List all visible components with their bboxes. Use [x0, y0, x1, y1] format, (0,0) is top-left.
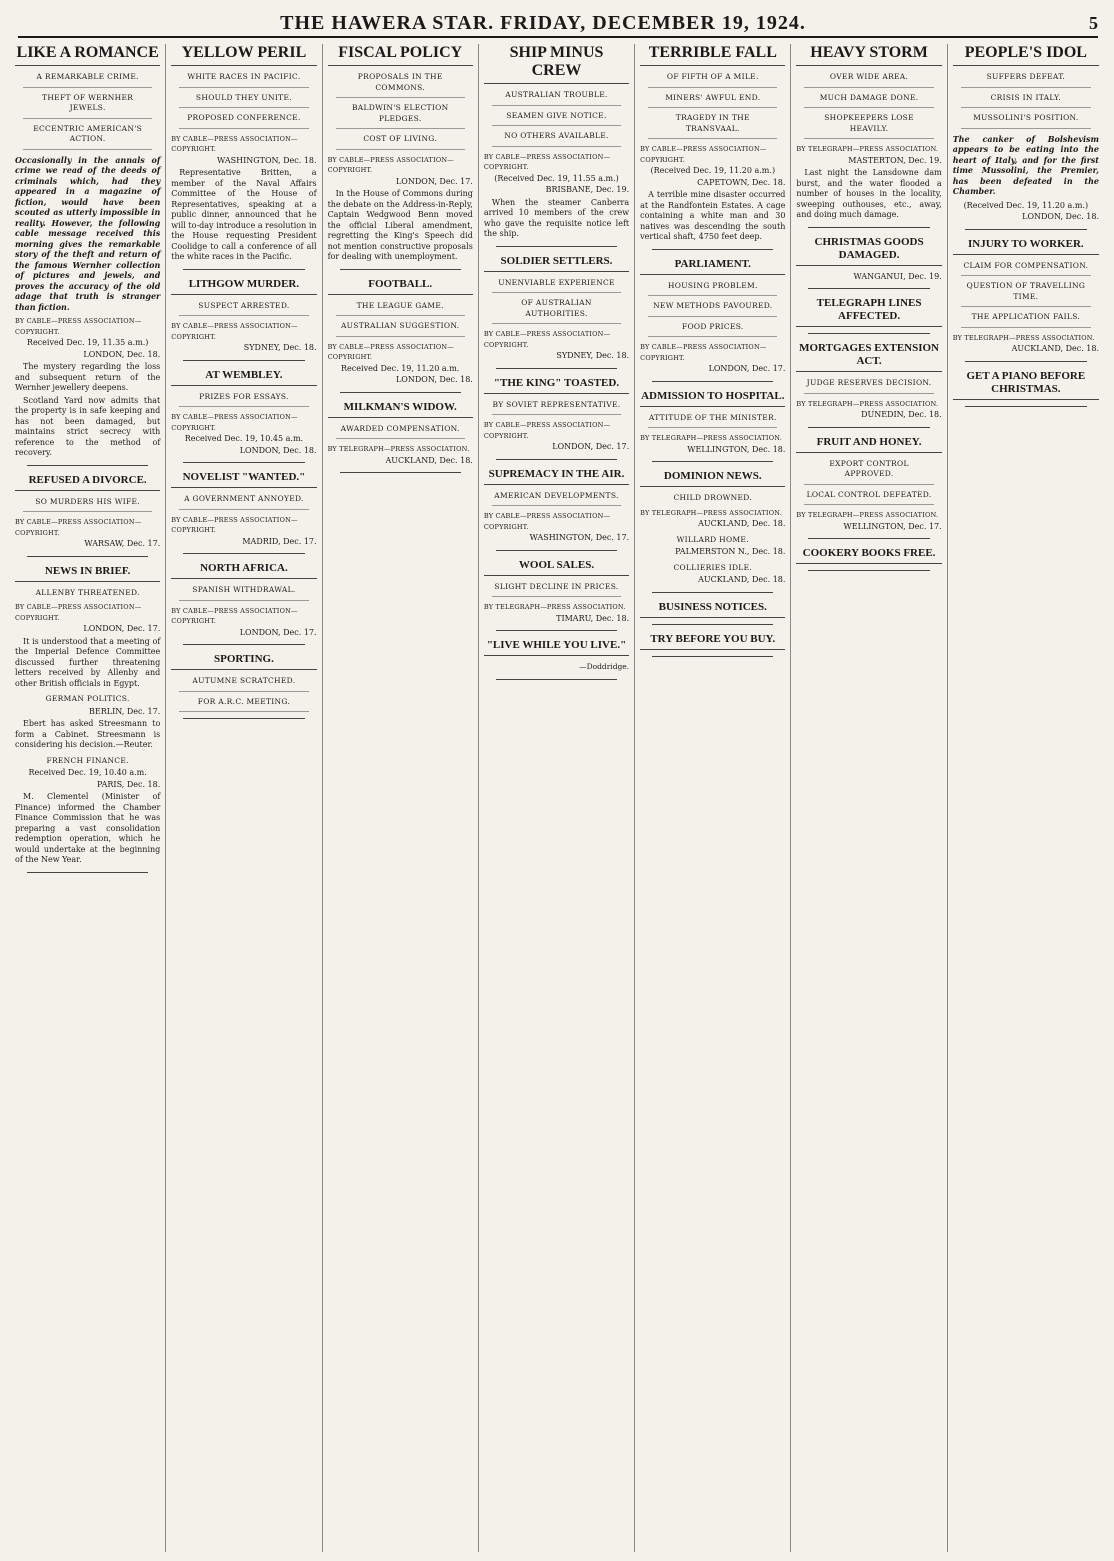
article — [171, 653, 316, 719]
article-deck: EXPORT CONTROL APPROVED. — [804, 459, 933, 485]
dateline-place: PARIS, Dec. 18. — [96, 779, 161, 789]
dateline-place: WELLINGTON, Dec. 17. — [843, 521, 942, 531]
article-deck: WHITE RACES IN PACIFIC. — [179, 72, 308, 88]
article-deck: SUFFERS DEFEAT. — [961, 72, 1091, 88]
article-headline: NORTH AFRICA. — [171, 562, 316, 579]
article-deck: PROPOSALS IN THE COMMONS. — [336, 72, 465, 98]
article — [15, 44, 160, 466]
dateline-place: BERLIN, Dec. 17. — [89, 706, 161, 716]
article-deck: PRIZES FOR ESSAYS. — [179, 392, 308, 408]
dateline-place: MASTERTON, Dec. 19. — [848, 155, 942, 165]
article — [171, 369, 316, 464]
article — [640, 44, 785, 250]
article-deck: MUCH DAMAGE DONE. — [804, 93, 933, 109]
dateline-place: AUCKLAND, Dec. 18. — [385, 455, 473, 465]
item-subheading: FRENCH FINANCE. — [46, 755, 129, 765]
dateline-place: WELLINGTON, Dec. 18. — [687, 444, 786, 454]
article-paragraph: In the House of Commons during the debate on the Address-in-Reply, Captain Wedgwood Benn moved the official Liberal amendment, regretting the King's Speech did not mention constructive proposals for dealing with unemployment. — [327, 189, 473, 261]
wire-credit: BY CABLE—PRESS ASSOCIATION—COPYRIGHT. — [327, 342, 454, 361]
section-divider — [340, 392, 461, 393]
article-deck: SHOULD THEY UNITE. — [179, 93, 308, 109]
dateline-place: WASHINGTON, Dec. 17. — [529, 533, 630, 542]
article-deck: CLAIM FOR COMPENSATION. — [961, 261, 1091, 277]
article — [796, 436, 941, 540]
wire-credit: BY TELEGRAPH—PRESS ASSOCIATION. — [796, 145, 939, 153]
news-column — [323, 44, 479, 1552]
article-headline: YELLOW PERIL — [171, 44, 316, 66]
wire-credit: BY TELEGRAPH—PRESS ASSOCIATION. — [640, 508, 782, 517]
wire-credit: BY CABLE—PRESS ASSOCIATION—COPYRIGHT. — [171, 134, 298, 153]
dateline-place: AUCKLAND, Dec. 18. — [1011, 344, 1099, 353]
article-deck: TRAGEDY IN THE TRANSVAAL. — [648, 113, 777, 139]
dateline-place: AUCKLAND, Dec. 18. — [698, 575, 786, 584]
article-headline: NOVELIST "WANTED." — [171, 471, 316, 488]
article-deck: OVER WIDE AREA. — [804, 72, 933, 88]
article-deck: QUESTION OF TRAVELLING TIME. — [961, 281, 1091, 307]
article-headline: SUPREMACY IN THE AIR. — [484, 468, 629, 485]
article — [484, 468, 629, 551]
newspaper-title: THE HAWERA STAR. FRIDAY, DECEMBER 19, 1924. — [280, 11, 806, 34]
dateline-place: AUCKLAND, Dec. 18. — [698, 519, 786, 528]
wire-credit: BY CABLE—PRESS ASSOCIATION—COPYRIGHT. — [15, 518, 142, 537]
section-divider — [340, 269, 461, 270]
masthead — [18, 10, 1098, 38]
dateline-place: LONDON, Dec. 17. — [395, 176, 473, 186]
article-deck: SEAMEN GIVE NOTICE. — [492, 111, 621, 127]
section-divider — [27, 465, 148, 466]
article-deck: ATTITUDE OF THE MINISTER. — [648, 413, 777, 429]
wire-credit: BY CABLE—PRESS ASSOCIATION—COPYRIGHT. — [483, 421, 611, 440]
article — [796, 547, 941, 571]
article-deck: NO OTHERS AVAILABLE. — [492, 131, 621, 147]
wire-credit: BY TELEGRAPH—PRESS ASSOCIATION. — [640, 434, 782, 442]
article — [484, 639, 629, 680]
dateline-place: LONDON, Dec. 18. — [1022, 212, 1099, 221]
article-headline: "LIVE WHILE YOU LIVE." — [484, 639, 629, 656]
article-deck: CRISIS IN ITALY. — [961, 93, 1091, 109]
article-headline: SHIP MINUS CREW — [484, 44, 629, 84]
article-deck: AUSTRALIAN TROUBLE. — [492, 90, 621, 106]
article-deck: SHOPKEEPERS LOSE HEAVILY. — [804, 113, 933, 139]
page-number: 5 — [1089, 12, 1098, 33]
wire-credit: BY CABLE—PRESS ASSOCIATION—COPYRIGHT. — [483, 330, 611, 349]
article-deck: JUDGE RESERVES DECISION. — [804, 378, 933, 394]
article-headline: FOOTBALL. — [328, 278, 473, 295]
article — [328, 44, 473, 270]
dateline-place: TIMARU, Dec. 18. — [556, 613, 630, 623]
wire-credit: BY CABLE—PRESS ASSOCIATION—COPYRIGHT. — [483, 512, 611, 531]
article — [171, 562, 316, 645]
received-time: (Received Dec. 19, 11.20 a.m.) — [650, 166, 776, 175]
received-time: Received Dec. 19, 11.20 a.m. — [341, 363, 460, 373]
news-column — [791, 44, 947, 1552]
dateline-place: WASHINGTON, Dec. 18. — [217, 155, 317, 165]
news-column — [635, 44, 791, 1552]
item-paragraph: It is understood that a meeting of the Imperial Defence Committee discussed further threatening letters received by Allenby and other British officials in Egypt. — [15, 636, 161, 688]
article-headline: PARLIAMENT. — [640, 258, 785, 275]
received-time: (Received Dec. 19, 11.20 a.m.) — [963, 200, 1089, 210]
item-paragraph: Ebert has asked Streesmann to form a Cabinet. Streesmann is considering his decision.—Reuter. — [15, 719, 161, 749]
dateline-place: CAPETOWN, Dec. 18. — [697, 177, 786, 187]
received-time: Received Dec. 19, 11.35 a.m.) — [26, 338, 149, 347]
section-divider — [965, 361, 1087, 362]
article-headline: LIKE A ROMANCE — [15, 44, 160, 66]
section-divider — [496, 246, 617, 247]
wire-credit: BY CABLE—PRESS ASSOCIATION—COPYRIGHT. — [171, 515, 298, 534]
article-deck: MUSSOLINI'S POSITION. — [961, 113, 1091, 129]
article-deck: MINERS' AWFUL END. — [648, 93, 777, 109]
article-lead: Occasionally in the annals of crime we read of the deeds of criminals which, had they appeared in a magazine of fiction, would have been scouted as utterly impossible in reality. However, the following cable message received this morning gives the remarkable story of the theft and return of the famous Wernher collection of pictures and jewels, and proves the accuracy of the old adage that truth is stranger than fiction. — [15, 154, 161, 312]
article — [171, 278, 316, 361]
article-paragraph: Last night the Lansdowne dam burst, and the water flooded a number of houses in the locality, sweeping outhouses, etc., away, and doing much damage. — [796, 168, 942, 219]
article — [796, 342, 941, 428]
article-deck: A GOVERNMENT ANNOYED. — [179, 494, 308, 510]
article — [171, 471, 316, 554]
article-headline: COOKERY BOOKS FREE. — [796, 547, 941, 564]
section-divider — [808, 427, 929, 428]
section-divider — [183, 718, 304, 719]
dateline-place: LONDON, Dec. 17. — [239, 627, 317, 637]
item-paragraph: M. Clementel (Minister of Finance) informed the Chamber Finance Commission that he was preparing a vast consolidation redemption operation, which he would undertake at the beginning of the New Year. — [15, 792, 161, 864]
article-headline: NEWS IN BRIEF. — [15, 565, 160, 582]
article — [640, 601, 785, 625]
section-divider — [652, 461, 773, 462]
news-columns — [10, 44, 1104, 1552]
section-divider — [183, 553, 304, 554]
article — [15, 565, 160, 873]
section-divider — [496, 630, 617, 631]
article-headline: REFUSED A DIVORCE. — [15, 474, 160, 491]
dateline-place: LONDON, Dec. 17. — [708, 364, 786, 373]
article-headline: HEAVY STORM — [796, 44, 941, 66]
dateline-place: BRISBANE, Dec. 19. — [545, 185, 630, 194]
wire-credit: BY CABLE—PRESS ASSOCIATION—COPYRIGHT. — [640, 145, 767, 164]
article-headline: "THE KING" TOASTED. — [484, 377, 629, 394]
article-headline: PEOPLE'S IDOL — [953, 44, 1099, 66]
section-divider — [652, 249, 773, 250]
wire-credit: BY TELEGRAPH—PRESS ASSOCIATION. — [952, 333, 1095, 342]
item-subheading: CHILD DROWNED. — [673, 493, 753, 502]
wire-credit: BY CABLE—PRESS ASSOCIATION—COPYRIGHT. — [327, 155, 454, 174]
wire-credit: BY CABLE—PRESS ASSOCIATION—COPYRIGHT. — [640, 343, 767, 362]
article-deck: SUSPECT ARRESTED. — [179, 301, 308, 317]
article — [171, 44, 316, 270]
section-divider — [808, 333, 929, 334]
article-deck: THE LEAGUE GAME. — [336, 301, 465, 317]
article-headline: CHRISTMAS GOODS DAMAGED. — [796, 236, 941, 266]
item-subheading: WILLARD HOME. — [676, 534, 749, 544]
wire-credit: BY CABLE—PRESS ASSOCIATION—COPYRIGHT. — [171, 322, 298, 341]
article-paragraph: The mystery regarding the loss and subsequent return of the Wernher jewellery deepens. — [15, 362, 161, 392]
received-time: (Received Dec. 19, 11.55 a.m.) — [494, 173, 619, 183]
article-headline: BUSINESS NOTICES. — [640, 601, 785, 618]
article-headline: DOMINION NEWS. — [640, 470, 785, 487]
article-deck: SLIGHT DECLINE IN PRICES. — [492, 582, 621, 598]
article-deck: THE APPLICATION FAILS. — [961, 312, 1091, 328]
dateline-place: DUNEDIN, Dec. 18. — [861, 410, 942, 419]
article-deck: AUTUMNE SCRATCHED. — [179, 676, 308, 692]
article-deck: ECCENTRIC AMERICAN'S ACTION. — [23, 124, 152, 150]
article-deck: AMERICAN DEVELOPMENTS. — [492, 491, 621, 507]
received-time: Received Dec. 19, 10.40 a.m. — [28, 768, 147, 777]
news-column — [10, 44, 166, 1552]
article-deck: A REMARKABLE CRIME. — [23, 72, 152, 88]
article-headline: MILKMAN'S WIDOW. — [328, 401, 473, 418]
wire-credit: BY CABLE—PRESS ASSOCIATION—COPYRIGHT. — [15, 603, 142, 622]
article-deck: UNENVIABLE EXPERIENCE — [492, 278, 621, 294]
dateline-place: LONDON, Dec. 17. — [83, 624, 161, 633]
section-divider — [496, 679, 617, 680]
article-deck: COST OF LIVING. — [336, 134, 465, 150]
article-deck: OF FIFTH OF A MILE. — [648, 72, 777, 88]
section-divider — [652, 656, 773, 657]
article-headline: SPORTING. — [171, 653, 316, 670]
dateline-place: WANGANUI, Dec. 19. — [853, 271, 942, 281]
article-signoff: —Doddridge. — [579, 662, 630, 671]
article-headline: WOOL SALES. — [484, 559, 629, 576]
dateline-place: PALMERSTON N., Dec. 18. — [675, 547, 786, 556]
article — [640, 258, 785, 382]
article-deck: OF AUSTRALIAN AUTHORITIES. — [492, 298, 621, 324]
article-deck: HOUSING PROBLEM. — [648, 281, 777, 297]
received-time: Received Dec. 19, 10.45 a.m. — [184, 434, 304, 443]
wire-credit: BY CABLE—PRESS ASSOCIATION—COPYRIGHT. — [171, 413, 298, 432]
section-divider — [808, 288, 929, 289]
section-divider — [652, 381, 773, 382]
section-divider — [965, 229, 1087, 230]
section-divider — [183, 360, 304, 361]
article-headline: TELEGRAPH LINES AFFECTED. — [796, 297, 941, 327]
article-deck: PROPOSED CONFERENCE. — [179, 113, 308, 129]
article-headline: INJURY TO WORKER. — [953, 238, 1099, 255]
article — [796, 297, 941, 334]
article-deck: SPANISH WITHDRAWAL. — [179, 585, 308, 601]
article-headline: FISCAL POLICY — [328, 44, 473, 66]
article — [796, 236, 941, 290]
wire-credit: BY TELEGRAPH—PRESS ASSOCIATION. — [796, 511, 939, 519]
article-headline: LITHGOW MURDER. — [171, 278, 316, 295]
section-divider — [496, 459, 617, 460]
section-divider — [808, 570, 929, 571]
article — [953, 44, 1099, 230]
article-deck: NEW METHODS FAVOURED. — [648, 301, 777, 317]
article-deck: LOCAL CONTROL DEFEATED. — [804, 490, 933, 506]
article — [796, 44, 941, 228]
dateline-place: MADRID, Dec. 17. — [242, 536, 317, 546]
wire-credit: BY CABLE—PRESS ASSOCIATION—COPYRIGHT. — [171, 606, 298, 625]
article-lead: The canker of Bolshevism appears to be eating into the heart of Italy, and for the first time Mussolini, the Premier, has been defeated in the Chamber. — [952, 133, 1099, 196]
article — [640, 470, 785, 593]
article-headline: TERRIBLE FALL — [640, 44, 785, 66]
article-deck: AWARDED COMPENSATION. — [336, 424, 465, 440]
section-divider — [27, 872, 148, 873]
news-column — [479, 44, 635, 1552]
section-divider — [340, 472, 461, 473]
article-headline: FRUIT AND HONEY. — [796, 436, 941, 453]
dateline-place: LONDON, Dec. 17. — [552, 442, 630, 451]
item-subheading: ALLENBY THREATENED. — [35, 587, 140, 597]
section-divider — [808, 227, 929, 228]
article — [484, 255, 629, 369]
article-headline: ADMISSION TO HOSPITAL. — [640, 390, 785, 407]
section-divider — [652, 592, 773, 593]
section-divider — [183, 462, 304, 463]
article-headline: AT WEMBLEY. — [171, 369, 316, 386]
dateline-place: LONDON, Dec. 18. — [395, 375, 473, 384]
news-column — [166, 44, 322, 1552]
dateline-place: SYDNEY, Dec. 18. — [243, 343, 317, 352]
article — [953, 370, 1099, 407]
article — [484, 559, 629, 632]
article-headline: SOLDIER SETTLERS. — [484, 255, 629, 272]
item-subheading: COLLIERIES IDLE. — [673, 562, 753, 572]
article — [484, 377, 629, 460]
dateline-place: LONDON, Dec. 18. — [83, 349, 161, 359]
article — [640, 633, 785, 657]
article — [484, 44, 629, 247]
article-deck: BALDWIN'S ELECTION PLEDGES. — [336, 103, 465, 129]
wire-credit: BY TELEGRAPH—PRESS ASSOCIATION. — [483, 603, 626, 611]
section-divider — [965, 406, 1087, 407]
article-paragraph: Scotland Yard now admits that the property is in safe keeping and has not been damaged, but maintains strict secrecy with reference to the method of recovery. — [15, 395, 161, 457]
article-paragraph: Representative Britten, a member of the Naval Affairs Committee of the House of Representatives, speaking at a public dinner, announced that he will to-day introduce a resolution in the House requesting President Coolidge to call a conference of all the white races in the Pacific. — [171, 168, 317, 261]
section-divider — [808, 538, 929, 539]
news-column — [948, 44, 1104, 1552]
article-deck: FOR A.R.C. MEETING. — [179, 697, 308, 713]
section-divider — [496, 550, 617, 551]
section-divider — [27, 556, 148, 557]
article-paragraph: When the steamer Canberra arrived 10 members of the crew who gave the requisite notice left the ship. — [483, 197, 630, 238]
article-deck: SO MURDERS HIS WIFE. — [23, 497, 152, 513]
article — [328, 401, 473, 474]
article — [328, 278, 473, 393]
article-headline: TRY BEFORE YOU BUY. — [640, 633, 785, 650]
dateline-place: WARSAW, Dec. 17. — [84, 539, 161, 548]
article-deck: BY SOVIET REPRESENTATIVE. — [492, 400, 621, 416]
section-divider — [183, 269, 304, 270]
article — [15, 474, 160, 557]
article-deck: THEFT OF WERNHER JEWELS. — [23, 93, 152, 119]
section-divider — [496, 368, 617, 369]
wire-credit: BY TELEGRAPH—PRESS ASSOCIATION. — [327, 445, 470, 453]
section-divider — [183, 644, 304, 645]
wire-credit: BY CABLE—PRESS ASSOCIATION—COPYRIGHT. — [15, 317, 142, 336]
wire-credit: BY CABLE—PRESS ASSOCIATION—COPYRIGHT. — [483, 152, 611, 171]
dateline-place: SYDNEY, Dec. 18. — [556, 351, 630, 360]
article-paragraph: A terrible mine disaster occurred at the Randfontein Estates. A cage containing a white man and 30 natives was descending the south vertical shaft, 4750 feet deep. — [640, 190, 786, 241]
article — [953, 238, 1099, 362]
wire-credit: BY TELEGRAPH—PRESS ASSOCIATION. — [796, 399, 939, 408]
dateline-place: LONDON, Dec. 18. — [239, 445, 317, 455]
article-deck: FOOD PRICES. — [648, 322, 777, 338]
item-subheading: GERMAN POLITICS. — [45, 694, 130, 703]
article-headline: GET A PIANO BEFORE CHRISTMAS. — [953, 370, 1099, 400]
section-divider — [652, 624, 773, 625]
article-headline: MORTGAGES EXTENSION ACT. — [796, 342, 941, 372]
article — [640, 390, 785, 463]
article-deck: AUSTRALIAN SUGGESTION. — [336, 321, 465, 337]
